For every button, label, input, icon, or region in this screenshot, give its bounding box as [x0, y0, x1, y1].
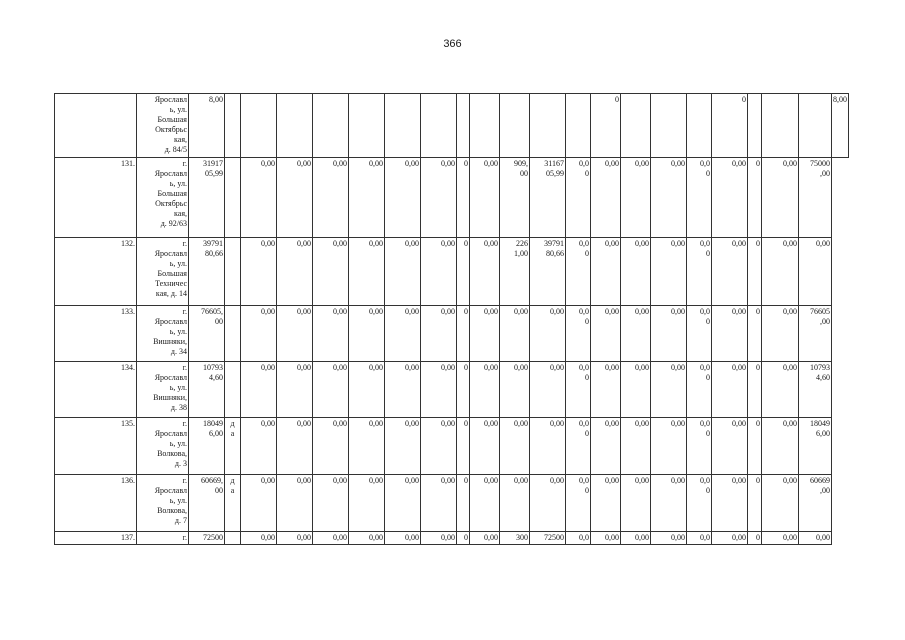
- value-cell: 0,0 0: [687, 475, 712, 532]
- value-cell: 0: [457, 238, 470, 306]
- value-cell: 0,00: [421, 418, 457, 475]
- value-cell: 0: [748, 532, 762, 545]
- value-cell: д а: [225, 418, 241, 475]
- row-number-cell: 134.: [55, 362, 137, 418]
- value-cell: 0,00: [651, 532, 687, 545]
- value-cell: 0,00: [500, 362, 530, 418]
- value-cell: [225, 362, 241, 418]
- value-cell: 0,00: [241, 475, 277, 532]
- value-cell: [225, 94, 241, 158]
- row-number-cell: 133.: [55, 306, 137, 362]
- value-cell: 0,00: [762, 238, 799, 306]
- value-cell: [651, 94, 687, 158]
- row-number-cell: 135.: [55, 418, 137, 475]
- address-cell: г. Ярославл ь, ул. Вишняки, д. 34: [137, 306, 189, 362]
- value-cell: 226 1,00: [500, 238, 530, 306]
- value-cell: 0,00: [241, 158, 277, 238]
- value-cell: 909, 00: [500, 158, 530, 238]
- value-cell: 0,00: [313, 158, 349, 238]
- value-cell: 76605, 00: [189, 306, 225, 362]
- value-cell: 0,00: [385, 362, 421, 418]
- value-cell: 0,00: [712, 418, 748, 475]
- value-cell: 0,00: [349, 158, 385, 238]
- value-cell: 0,00: [241, 418, 277, 475]
- value-cell: 8,00: [189, 94, 225, 158]
- page-number: 366: [443, 38, 462, 50]
- value-cell: 0,00: [421, 306, 457, 362]
- table-row: [55, 238, 849, 306]
- value-cell: 0,00: [470, 362, 500, 418]
- value-cell: 72500: [189, 532, 225, 545]
- value-cell: 0: [748, 418, 762, 475]
- value-cell: 0,00: [500, 306, 530, 362]
- value-cell: [566, 94, 591, 158]
- value-cell: 0,0 0: [566, 238, 591, 306]
- value-cell: 0: [457, 418, 470, 475]
- value-cell: 0,0 0: [566, 158, 591, 238]
- value-cell: 0,00: [621, 362, 651, 418]
- row-number-cell: 132.: [55, 238, 137, 306]
- value-cell: 0,00: [591, 418, 621, 475]
- value-cell: 0,00: [313, 238, 349, 306]
- value-cell: [457, 94, 470, 158]
- value-cell: [762, 94, 799, 158]
- value-cell: 39791 80,66: [189, 238, 225, 306]
- value-cell: 0,00: [591, 238, 621, 306]
- value-cell: д а: [225, 475, 241, 532]
- value-cell: 0,00: [530, 362, 566, 418]
- value-cell: 0,00: [241, 362, 277, 418]
- value-cell: 0,00: [651, 362, 687, 418]
- value-cell: 0,00: [621, 238, 651, 306]
- value-cell: 0,00: [385, 306, 421, 362]
- value-cell: [225, 238, 241, 306]
- value-cell: 0,00: [313, 418, 349, 475]
- value-cell: 0,0: [687, 532, 712, 545]
- value-cell: 0,00: [470, 418, 500, 475]
- value-cell: 0,00: [799, 238, 832, 306]
- value-cell: 0,00: [651, 418, 687, 475]
- value-cell: 0,00: [591, 306, 621, 362]
- value-cell: 0,00: [762, 306, 799, 362]
- value-cell: 0,0 0: [687, 362, 712, 418]
- value-cell: 0: [712, 94, 748, 158]
- value-cell: 0,0 0: [687, 158, 712, 238]
- value-cell: 300: [500, 532, 530, 545]
- value-cell: 0,00: [313, 475, 349, 532]
- value-cell: 0: [748, 362, 762, 418]
- value-cell: 0,00: [385, 532, 421, 545]
- value-cell: 0,0 0: [687, 306, 712, 362]
- value-cell: 0,00: [470, 532, 500, 545]
- value-cell: [241, 94, 277, 158]
- value-cell: [349, 94, 385, 158]
- value-cell: 0,0 0: [566, 362, 591, 418]
- value-cell: 0,00: [651, 306, 687, 362]
- address-cell: г. Ярославл ь, ул. Волкова, д. 3: [137, 418, 189, 475]
- value-cell: 0,00: [530, 475, 566, 532]
- value-cell: 0,00: [712, 238, 748, 306]
- value-cell: 0,00: [277, 418, 313, 475]
- value-cell: 0,00: [500, 475, 530, 532]
- value-cell: 0,00: [762, 418, 799, 475]
- value-cell: [385, 94, 421, 158]
- value-cell: 0: [457, 475, 470, 532]
- value-cell: 0,00: [621, 475, 651, 532]
- row-number-cell: [55, 94, 137, 158]
- value-cell: 0,00: [385, 158, 421, 238]
- value-cell: 0: [457, 158, 470, 238]
- address-cell: г.: [137, 532, 189, 545]
- value-cell: [799, 94, 832, 158]
- value-cell: 0,0 0: [566, 306, 591, 362]
- value-cell: [500, 94, 530, 158]
- value-cell: 0,00: [762, 362, 799, 418]
- value-cell: 0,00: [651, 238, 687, 306]
- value-cell: 0,00: [421, 475, 457, 532]
- value-cell: 0,00: [470, 238, 500, 306]
- value-cell: 0,00: [621, 418, 651, 475]
- address-cell: г. Ярославл ь, ул. Большая Техничес кая, д. 14: [137, 238, 189, 306]
- value-cell: 60669, 00: [189, 475, 225, 532]
- value-cell: 0,00: [762, 532, 799, 545]
- value-cell: 0,00: [349, 475, 385, 532]
- value-cell: 0,00: [470, 306, 500, 362]
- value-cell: 0,00: [470, 475, 500, 532]
- value-cell: 0,00: [621, 532, 651, 545]
- value-cell: 0,00: [385, 475, 421, 532]
- value-cell: 31917 05,99: [189, 158, 225, 238]
- value-cell: 0,0 0: [566, 418, 591, 475]
- value-cell: 0,00: [799, 532, 832, 545]
- value-cell: 31167 05,99: [530, 158, 566, 238]
- value-cell: 60669 ,00: [799, 475, 832, 532]
- value-cell: 0,00: [591, 475, 621, 532]
- value-cell: [277, 94, 313, 158]
- value-cell: 0,00: [349, 418, 385, 475]
- value-cell: 0,00: [241, 532, 277, 545]
- value-cell: 0,00: [349, 532, 385, 545]
- value-cell: 0,00: [241, 238, 277, 306]
- value-cell: 0,00: [530, 306, 566, 362]
- table-row: [55, 475, 849, 532]
- value-cell: 0,00: [277, 306, 313, 362]
- value-cell: 0,00: [313, 362, 349, 418]
- value-cell: 10793 4,60: [189, 362, 225, 418]
- value-cell: 0: [457, 362, 470, 418]
- value-cell: 0,00: [277, 362, 313, 418]
- value-cell: 75000 ,00: [799, 158, 832, 238]
- value-cell: 0,00: [349, 238, 385, 306]
- value-cell: 0,00: [621, 158, 651, 238]
- value-cell: 0,00: [651, 158, 687, 238]
- value-cell: 39791 80,66: [530, 238, 566, 306]
- value-cell: 18049 6,00: [189, 418, 225, 475]
- value-cell: 0,00: [651, 475, 687, 532]
- address-cell: г. Ярославл ь, ул. Большая Октябрьс кая, д. 92/63: [137, 158, 189, 238]
- value-cell: 0,00: [349, 306, 385, 362]
- table-row: [55, 94, 849, 158]
- value-cell: 0,00: [591, 362, 621, 418]
- value-cell: 0,00: [349, 362, 385, 418]
- value-cell: 0,0 0: [566, 475, 591, 532]
- value-cell: 0,00: [277, 532, 313, 545]
- address-cell: Ярославл ь, ул. Большая Октябрьс кая, д. 84/5: [137, 94, 189, 158]
- value-cell: 0,00: [762, 158, 799, 238]
- value-cell: [687, 94, 712, 158]
- value-cell: [313, 94, 349, 158]
- value-cell: [530, 94, 566, 158]
- row-number-cell: 137.: [55, 532, 137, 545]
- value-cell: 0,00: [712, 362, 748, 418]
- value-cell: 0,00: [277, 475, 313, 532]
- value-cell: 0: [748, 475, 762, 532]
- value-cell: [421, 94, 457, 158]
- value-cell: 0,00: [712, 475, 748, 532]
- value-cell: 0,00: [421, 532, 457, 545]
- value-cell: 0,00: [385, 418, 421, 475]
- value-cell: 0,00: [530, 418, 566, 475]
- value-cell: [470, 94, 500, 158]
- value-cell: 0,00: [762, 475, 799, 532]
- row-number-cell: 136.: [55, 475, 137, 532]
- value-cell: 0,00: [621, 306, 651, 362]
- address-cell: г. Ярославл ь, ул. Вишняки, д. 38: [137, 362, 189, 418]
- value-cell: 0: [748, 238, 762, 306]
- value-cell: 0,00: [313, 306, 349, 362]
- table-row: [55, 532, 849, 545]
- value-cell: 0,00: [421, 238, 457, 306]
- value-cell: 0,00: [712, 532, 748, 545]
- register-table: [54, 93, 849, 545]
- value-cell: 10793 4,60: [799, 362, 832, 418]
- table-row: [55, 306, 849, 362]
- value-cell: [748, 94, 762, 158]
- value-cell: 0,00: [421, 362, 457, 418]
- value-cell: 18049 6,00: [799, 418, 832, 475]
- table-row: [55, 418, 849, 475]
- value-cell: [225, 532, 241, 545]
- value-cell: 0,00: [421, 158, 457, 238]
- value-cell: 0: [748, 158, 762, 238]
- table-row: [55, 158, 849, 238]
- value-cell: [225, 158, 241, 238]
- table-row: [55, 362, 849, 418]
- value-cell: 0,00: [241, 306, 277, 362]
- value-cell: 72500: [530, 532, 566, 545]
- value-cell: 0,0 0: [687, 418, 712, 475]
- value-cell: 0: [457, 532, 470, 545]
- value-cell: 0: [748, 306, 762, 362]
- value-cell: 0,0: [566, 532, 591, 545]
- value-cell: 0,00: [313, 532, 349, 545]
- value-cell: 0: [457, 306, 470, 362]
- value-cell: 0,00: [712, 158, 748, 238]
- value-cell: 0,00: [277, 238, 313, 306]
- value-cell: 0,00: [385, 238, 421, 306]
- value-cell: 8,00: [832, 94, 849, 158]
- value-cell: 0,00: [712, 306, 748, 362]
- value-cell: 0,00: [277, 158, 313, 238]
- value-cell: 0,0 0: [687, 238, 712, 306]
- value-cell: [225, 306, 241, 362]
- value-cell: 76605 ,00: [799, 306, 832, 362]
- value-cell: [621, 94, 651, 158]
- value-cell: 0,00: [591, 158, 621, 238]
- value-cell: 0: [591, 94, 621, 158]
- address-cell: г. Ярославл ь, ул. Волкова, д. 7: [137, 475, 189, 532]
- value-cell: 0,00: [591, 532, 621, 545]
- row-number-cell: 131.: [55, 158, 137, 238]
- value-cell: 0,00: [470, 158, 500, 238]
- value-cell: 0,00: [500, 418, 530, 475]
